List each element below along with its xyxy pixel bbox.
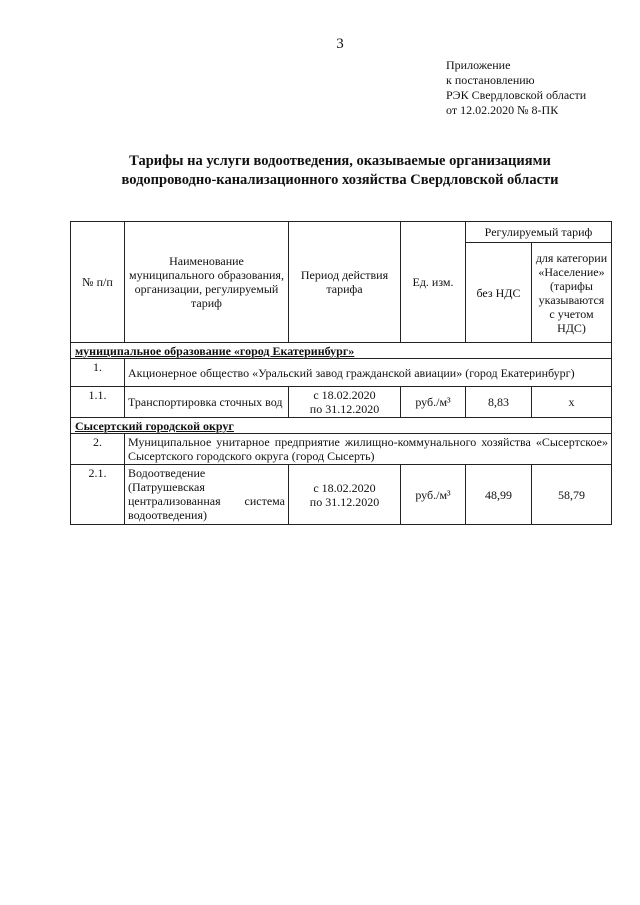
tariff-unit: руб./м³ [401, 387, 466, 418]
annex-line: Приложение [446, 58, 511, 72]
document-title [70, 152, 610, 190]
tariff-no-vat: 48,99 [466, 465, 532, 525]
organization-name: Муниципальное унитарное предприятие жилищно-коммунального хозяйства «Сысертское» Сысертского городского округа (город Сысерть) [125, 434, 612, 465]
row-num: 2. [71, 434, 125, 465]
period-from: с 18.02.2020 [313, 388, 376, 402]
header-num: № п/п [71, 222, 125, 343]
title-line: Тарифы на услуги водоотведения, оказываемые организациями [129, 153, 551, 169]
period-to: по 31.12.2020 [309, 402, 380, 416]
organization-name: Акционерное общество «Уральский завод гражданской авиации» (город Екатеринбург) [125, 359, 612, 387]
period-from: с 18.02.2020 [313, 480, 376, 495]
header-period: Период действия тарифа [289, 222, 401, 343]
tariff-population: х [532, 387, 612, 418]
annex-line: РЭК Свердловской области [446, 88, 587, 102]
header-regulated: Регулируемый тариф [466, 222, 612, 243]
tariff-unit: руб./м³ [401, 465, 466, 525]
row-num: 1. [71, 359, 125, 387]
tariff-no-vat: 8,83 [466, 387, 532, 418]
row-num: 1.1. [71, 387, 125, 418]
title-line: водопроводно-канализационного хозяйства Свердловской области [121, 172, 559, 188]
header-no-vat: без НДС [466, 243, 532, 343]
tariff-period [289, 465, 401, 525]
tariff-name: Водоотведение (Патрушевская централизованная система водоотведения) [125, 465, 289, 525]
row-num: 2.1. [71, 465, 125, 525]
tariff-table [70, 221, 612, 525]
annex-line: к постановлению [446, 73, 535, 87]
tariff-name: Транспортировка сточных вод [125, 387, 289, 418]
page-number: 3 [336, 36, 344, 52]
header-population: для категории «Население» (тарифы указываются с учетом НДС) [532, 243, 612, 343]
section-title: Сысертский городской округ [71, 418, 612, 434]
tariff-period [289, 387, 401, 418]
annex-line: от 12.02.2020 № 8-ПК [446, 103, 559, 117]
section-title: муниципальное образование «город Екатеринбург» [71, 343, 612, 359]
annex-block [446, 58, 586, 118]
tariff-population: 58,79 [532, 465, 612, 525]
period-to: по 31.12.2020 [309, 494, 380, 509]
header-name: Наименование муниципального образования, организации, регулируемый тариф [125, 222, 289, 343]
header-unit: Ед. изм. [401, 222, 466, 343]
